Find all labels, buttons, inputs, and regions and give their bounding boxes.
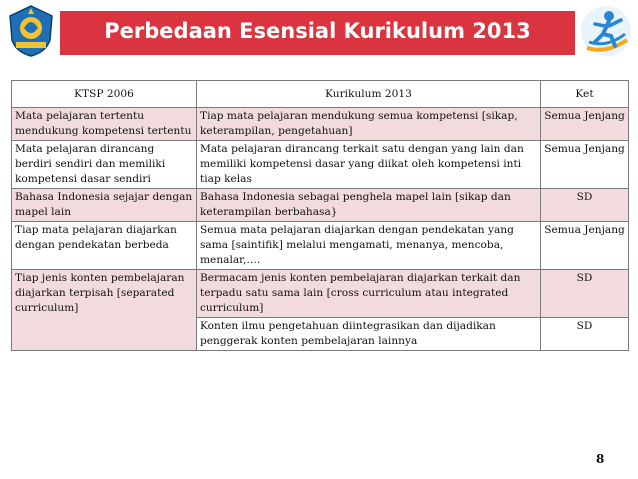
table-header-row [12,81,629,108]
kurikulum-2013-cell: Konten ilmu pengetahuan diintegrasikan dan dijadikan penggerak konten pembelajaran lainnya [197,318,541,351]
header-kurikulum-2013: Kurikulum 2013 [197,81,541,108]
kurikulum-2013-cell: Bahasa Indonesia sebagai penghela mapel lain [sikap dan keterampilan berbahasa} [197,189,541,222]
ket-cell: SD [541,270,629,318]
table-row [12,141,629,189]
slide-title-bar [60,11,575,55]
tut-wuri-handayani-emblem-icon [6,4,56,58]
ktsp-cell: Tiap mata pelajaran diajarkan dengan pendekatan berbeda [12,222,197,270]
ket-cell: SD [541,318,629,351]
ket-cell: SD [541,189,629,222]
table-row [12,222,629,270]
ket-cell: Semua Jenjang [541,222,629,270]
page-number: 8 [596,452,605,466]
kurikulum-2013-logo-icon [579,4,633,58]
ket-cell: Semua Jenjang [541,108,629,141]
table-row [12,270,629,318]
kurikulum-2013-cell: Tiap mata pelajaran mendukung semua kompetensi [sikap, keterampilan, pengetahuan] [197,108,541,141]
kurikulum-2013-cell: Mata pelajaran dirancang terkait satu dengan yang lain dan memiliki kompetensi dasar yang diikat oleh kompetensi inti tiap kelas [197,141,541,189]
ktsp-cell: Mata pelajaran tertentu mendukung kompetensi tertentu [12,108,197,141]
kurikulum-2013-cell: Semua mata pelajaran diajarkan dengan pendekatan yang sama [saintifik] melalui mengamati, menanya, mencoba, menalar,…. [197,222,541,270]
comparison-table [11,80,629,351]
slide-title: Perbedaan Esensial Kurikulum 2013 [104,19,531,43]
ktsp-cell: Tiap jenis konten pembelajaran diajarkan terpisah [separated curriculum] [12,270,197,351]
ktsp-cell: Mata pelajaran dirancang berdiri sendiri dan memiliki kompetensi dasar sendiri [12,141,197,189]
kurikulum-2013-cell: Bermacam jenis konten pembelajaran diajarkan terkait dan terpadu satu sama lain [cross curriculum atau integrated curriculum] [197,270,541,318]
table-row [12,108,629,141]
header-ktsp: KTSP 2006 [12,81,197,108]
table-row [12,189,629,222]
header-ket: Ket [541,81,629,108]
ket-cell: Semua Jenjang [541,141,629,189]
ktsp-cell: Bahasa Indonesia sejajar dengan mapel lain [12,189,197,222]
